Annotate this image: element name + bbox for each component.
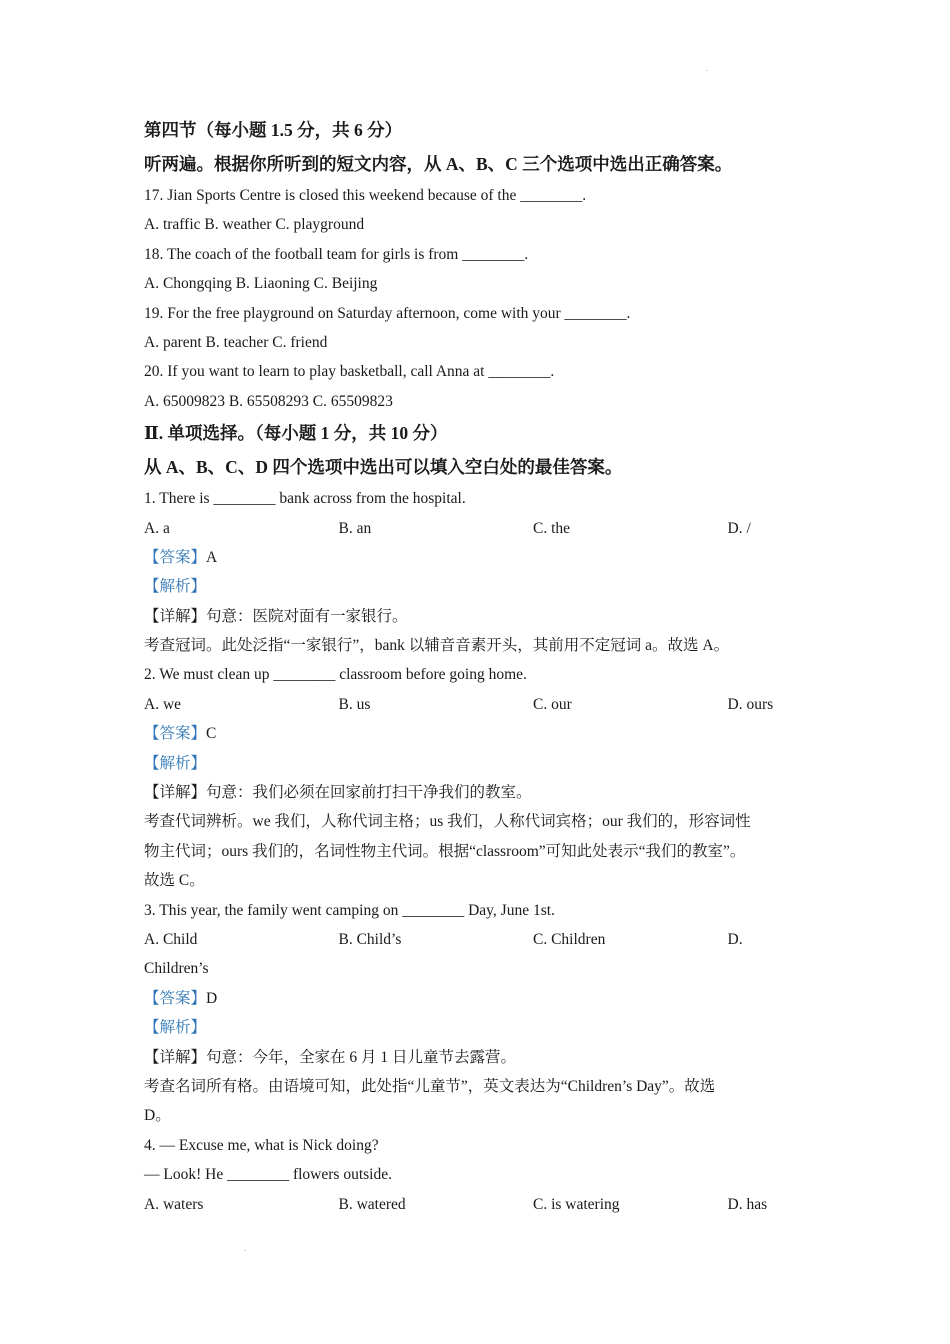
q3-answer xyxy=(144,984,824,1013)
q3-option-c: C. Children xyxy=(533,930,606,948)
section4-title: 第四节（每小题 1.5 分，共 6 分） xyxy=(144,120,403,140)
q4-line-2: — Look! He ________ flowers outside. xyxy=(144,1166,392,1184)
q2-explain-line-3: 故选 C。 xyxy=(144,872,205,890)
q2-answer xyxy=(144,719,824,748)
q3-detail xyxy=(144,1043,824,1072)
q4-line-1: 4. — Excuse me, what is Nick doing? xyxy=(144,1136,379,1154)
q17-options: A. traffic B. weather C. playground xyxy=(144,216,365,234)
q2-option-b: B. us xyxy=(338,695,371,713)
q4-options xyxy=(144,1190,824,1219)
q2-answer-value: C xyxy=(206,725,217,743)
section4-instruction: 听两遍。根据你所听到的短文内容，从 A、B、C 三个选项中选出正确答案。 xyxy=(144,154,733,174)
q3-answer-value: D xyxy=(206,989,218,1007)
answer-tag: 【答案】 xyxy=(144,989,207,1007)
answer-tag: 【答案】 xyxy=(144,548,207,566)
q1-option-b: B. an xyxy=(338,519,372,537)
q3-stem: 3. This year, the family went camping on ________ Day, June 1st. xyxy=(144,901,555,919)
q4-option-b: B. watered xyxy=(338,1195,406,1213)
page-speck-top xyxy=(706,70,708,71)
q2-explain-line-1: 考查代词辨析。we 我们，人称代词主格；us 我们，人称代词宾格；our 我们的，形容词性 xyxy=(144,813,751,831)
detail-tag: 【详解】 xyxy=(144,784,207,802)
document-page xyxy=(144,113,824,1219)
q4-option-d: D. has xyxy=(727,1195,768,1213)
q1-analysis xyxy=(144,572,824,601)
q1-answer-value: A xyxy=(206,548,218,566)
q2-stem: 2. We must clean up ________ classroom before going home. xyxy=(144,666,527,684)
q1-option-a: A. a xyxy=(144,519,170,537)
q2-option-c: C. our xyxy=(533,695,572,713)
q20-stem: 20. If you want to learn to play basketball, call Anna at ________. xyxy=(144,363,555,381)
q3-detail-text: 句意：今年，全家在 6 月 1 日儿童节去露营。 xyxy=(206,1048,517,1066)
q4-option-c: C. is watering xyxy=(533,1195,620,1213)
q19-stem: 19. For the free playground on Saturday afternoon, come with your ________. xyxy=(144,304,631,322)
q3-option-b: B. Child’s xyxy=(338,930,402,948)
page-speck-bottom xyxy=(244,1250,246,1251)
q3-explain-line-2: D。 xyxy=(144,1107,171,1125)
q19-options: A. parent B. teacher C. friend xyxy=(144,333,328,351)
q18-stem: 18. The coach of the football team for girls is from ________. xyxy=(144,245,529,263)
q2-option-a: A. we xyxy=(144,695,182,713)
q1-answer xyxy=(144,543,824,572)
answer-tag: 【答案】 xyxy=(144,725,207,743)
q2-options xyxy=(144,690,824,719)
detail-tag: 【详解】 xyxy=(144,607,207,625)
q2-analysis xyxy=(144,749,824,778)
q1-explain: 考查冠词。此处泛指“一家银行”，bank 以辅音音素开头，其前用不定冠词 a。故选 A。 xyxy=(144,637,730,655)
q17-stem: 17. Jian Sports Centre is closed this weekend because of the ________. xyxy=(144,187,587,204)
part2-instruction: 从 A、B、C、D 四个选项中选出可以填入空白处的最佳答案。 xyxy=(144,457,623,478)
q1-detail-text: 句意：医院对面有一家银行。 xyxy=(206,607,408,625)
q3-option-d: D. xyxy=(727,930,743,948)
q18-options: A. Chongqing B. Liaoning C. Beijing xyxy=(144,275,378,293)
q3-analysis xyxy=(144,1013,824,1042)
q3-option-a: A. Child xyxy=(144,930,198,948)
q1-detail xyxy=(144,602,824,631)
analysis-tag: 【解析】 xyxy=(144,578,207,596)
q1-stem: 1. There is ________ bank across from the hospital. xyxy=(144,490,466,508)
analysis-tag: 【解析】 xyxy=(144,754,207,772)
part2-title: Ⅱ. 单项选择。（每小题 1 分，共 10 分） xyxy=(144,423,448,444)
q1-options xyxy=(144,514,824,543)
q20-options: A. 65009823 B. 65508293 C. 65509823 xyxy=(144,392,393,410)
q2-detail xyxy=(144,778,824,807)
q1-option-c: C. the xyxy=(533,519,571,537)
q2-detail-text: 句意：我们必须在回家前打扫干净我们的教室。 xyxy=(206,784,532,802)
detail-tag: 【详解】 xyxy=(144,1048,207,1066)
q4-option-a: A. waters xyxy=(144,1195,204,1213)
q2-explain-line-2: 物主代词；ours 我们的，名词性物主代词。根据“classroom”可知此处表示“我们的教室”。 xyxy=(144,842,746,860)
analysis-tag: 【解析】 xyxy=(144,1019,207,1037)
q3-option-d-wrap: Children’s xyxy=(144,960,209,978)
q3-options xyxy=(144,925,824,954)
q3-explain-line-1: 考查名词所有格。由语境可知，此处指“儿童节”，英文表达为“Children’s Day”。故选 xyxy=(144,1077,716,1095)
q1-option-d: D. / xyxy=(727,519,751,537)
q2-option-d: D. ours xyxy=(727,695,774,713)
